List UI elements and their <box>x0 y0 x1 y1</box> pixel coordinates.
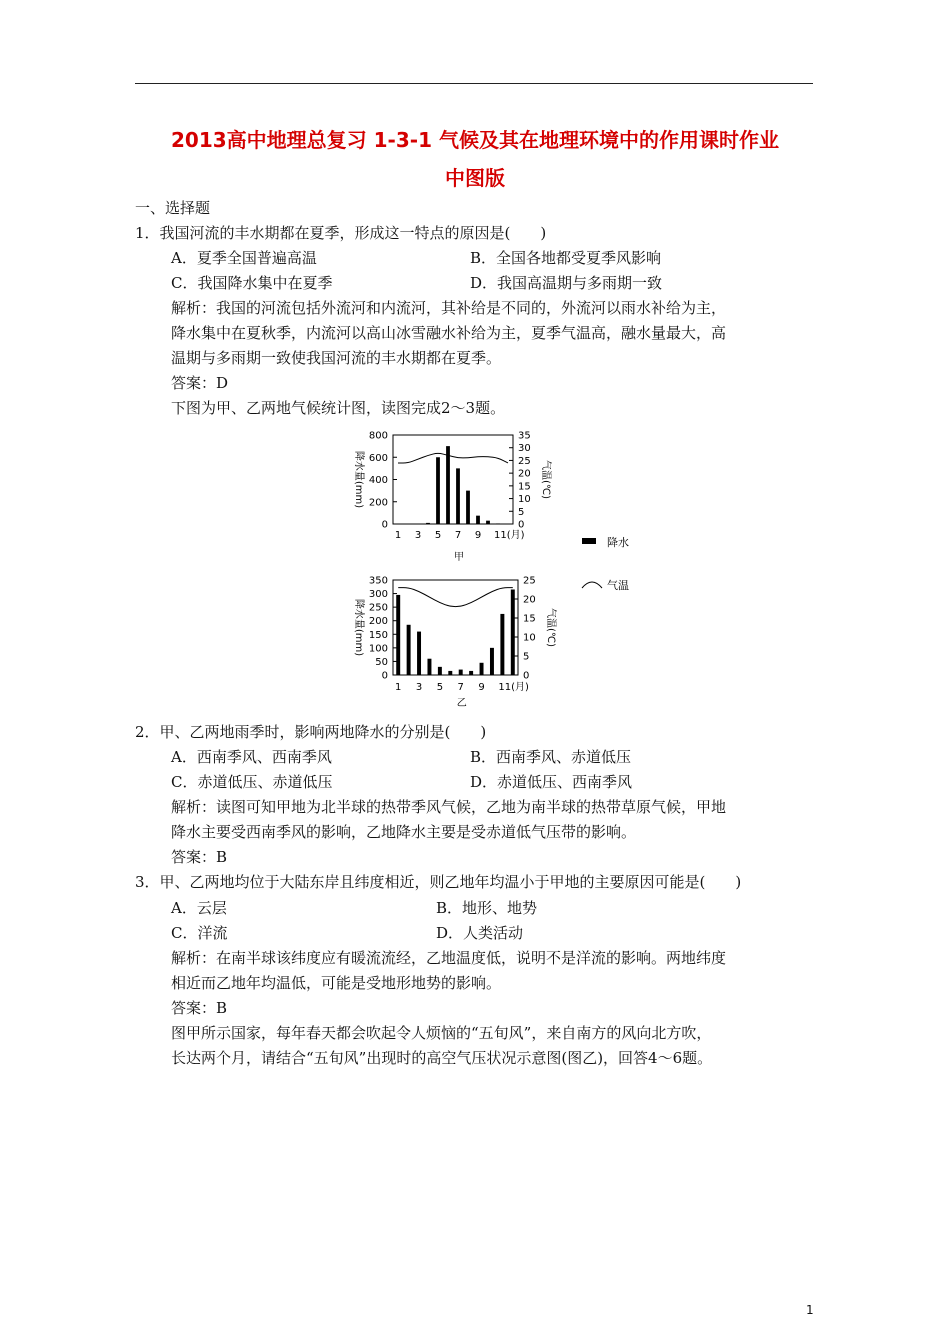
q2-answer: 答案：B <box>171 848 228 866</box>
header-rule <box>135 83 813 84</box>
y2-tick-label: 20 <box>518 468 531 480</box>
legend-precip-swatch <box>582 538 596 544</box>
climate-chart-yi <box>353 576 557 710</box>
y-tick-label: 300 <box>368 589 388 601</box>
y-tick-label: 250 <box>368 602 388 614</box>
precip-bar <box>426 523 430 524</box>
temperature-line <box>398 588 513 607</box>
x-tick-label: 5 <box>436 682 444 693</box>
y2-tick-label: 0 <box>523 670 530 682</box>
precip-bar <box>436 457 440 524</box>
precip-bar <box>486 521 490 524</box>
q2-analysis-line-2: 降水主要受西南季风的影响，乙地降水主要是受赤道低气压带的影响。 <box>171 823 637 841</box>
climate-chart-jia <box>353 431 552 564</box>
y-tick-label: 200 <box>368 616 388 628</box>
q3-stem: 3．甲、乙两地均位于大陆东岸且纬度相近，则乙地年均温小于甲地的主要原因可能是( ) <box>135 873 742 891</box>
page-subtitle: 中图版 <box>445 166 505 190</box>
y-tick-label: 0 <box>381 670 388 682</box>
q2-option-a: A．西南季风、西南季风 <box>171 748 332 766</box>
q2-option-b: B．西南季风、赤道低压 <box>470 748 632 766</box>
q1-option-c: C．我国降水集中在夏季 <box>171 274 333 292</box>
precip-bar <box>466 491 470 524</box>
intro-q4-q6-line-1: 图甲所示国家，每年春天都会吹起令人烦恼的“五旬风”，来自南方的风向北方吹， <box>171 1024 712 1042</box>
y2-tick-label: 10 <box>523 632 536 644</box>
precip-bar <box>396 595 400 675</box>
y2-tick-label: 30 <box>518 443 531 455</box>
y-tick-label: 800 <box>368 430 388 442</box>
x-tick-label: 11(月) <box>494 530 525 541</box>
q1-option-a: A．夏季全国普遍高温 <box>171 249 317 267</box>
y2-tick-label: 10 <box>518 494 531 506</box>
y2-tick-label: 35 <box>518 430 531 442</box>
y2-tick-label: 20 <box>523 594 536 606</box>
y-axis-label: 降水量(mm) <box>353 598 364 657</box>
chart-legend <box>582 535 629 592</box>
chart-title: 乙 <box>456 698 467 709</box>
chart-frame <box>393 580 518 675</box>
precip-bar <box>500 614 504 675</box>
precip-bar <box>490 648 494 675</box>
x-tick-label: 11(月) <box>498 682 529 693</box>
chart-title: 甲 <box>454 552 464 563</box>
y2-tick-label: 25 <box>518 455 531 467</box>
y2-axis-label: 气温(℃) <box>540 459 551 500</box>
q3-option-d: D．人类活动 <box>436 924 524 942</box>
y2-tick-label: 15 <box>523 613 536 625</box>
q1-option-b: B．全国各地都受夏季风影响 <box>470 249 662 267</box>
x-tick-label: 1 <box>394 530 402 541</box>
legend-precip-label: 降水 <box>607 536 629 549</box>
x-tick-label: 9 <box>474 530 482 541</box>
precip-bar <box>496 523 500 524</box>
q2-option-c: C．赤道低压、赤道低压 <box>171 773 333 791</box>
intro-q4-q6-line-2: 长达两个月，请结合“五旬风”出现时的高空气压状况示意图(图乙)，回答4～6题。 <box>171 1049 713 1067</box>
precip-bar <box>480 663 484 675</box>
y2-tick-label: 25 <box>523 575 536 587</box>
temperature-line <box>398 453 508 463</box>
chart-frame <box>393 435 513 524</box>
precip-bar <box>417 632 421 675</box>
precip-bar <box>446 446 450 524</box>
y2-tick-label: 15 <box>518 481 531 493</box>
q1-answer: 答案：D <box>171 374 229 392</box>
q1-analysis-line-3: 温期与多雨期一致使我国河流的丰水期都在夏季。 <box>171 349 502 367</box>
x-tick-label: 1 <box>395 682 402 693</box>
precip-bar <box>456 468 460 524</box>
precip-bar <box>469 671 473 675</box>
q2-stem: 2．甲、乙两地雨季时，影响两地降水的分别是( ) <box>135 723 487 741</box>
y-tick-label: 350 <box>368 575 388 587</box>
q1-analysis-line-2: 降水集中在夏秋季，内流河以高山冰雪融水补给为主，夏季气温高，融水量最大，高 <box>171 324 727 342</box>
q1-stem: 1．我国河流的丰水期都在夏季，形成这一特点的原因是( ) <box>135 224 547 242</box>
q3-option-b: B．地形、地势 <box>436 899 538 917</box>
y2-tick-label: 0 <box>518 519 525 531</box>
y2-axis-label: 气温(℃) <box>545 607 556 648</box>
x-tick-label: 9 <box>478 682 485 693</box>
q3-analysis-line-1: 解析：在南半球该纬度应有暖流流经，乙地温度低，说明不是洋流的影响。两地纬度 <box>171 949 727 967</box>
q1-option-d: D．我国高温期与多雨期一致 <box>470 274 663 292</box>
x-tick-label: 3 <box>415 682 423 693</box>
x-tick-label: 7 <box>457 682 464 693</box>
precip-bar <box>427 659 431 675</box>
page-number: 1 <box>806 1303 814 1317</box>
y-tick-label: 50 <box>375 656 388 668</box>
x-tick-label: 5 <box>434 530 442 541</box>
precip-bar <box>459 670 463 675</box>
precip-bar <box>476 516 480 524</box>
q2-option-d: D．赤道低压、西南季风 <box>470 773 633 791</box>
y-tick-label: 0 <box>381 519 388 531</box>
precip-bar <box>511 590 515 676</box>
q3-option-a: A．云层 <box>171 899 227 917</box>
y-tick-label: 400 <box>368 475 388 486</box>
y-tick-label: 100 <box>368 643 388 655</box>
climate-charts-figure <box>340 425 660 715</box>
x-tick-label: 3 <box>414 530 422 541</box>
x-tick-label: 7 <box>454 530 462 541</box>
y2-tick-label: 5 <box>518 506 525 518</box>
y-tick-label: 150 <box>368 629 388 641</box>
intro-q2-q3: 下图为甲、乙两地气候统计图，读图完成2～3题。 <box>171 399 506 417</box>
q3-answer: 答案：B <box>171 999 228 1017</box>
y-axis-label: 降水量(mm) <box>353 450 364 509</box>
q2-analysis-line-1: 解析：读图可知甲地为北半球的热带季风气候，乙地为南半球的热带草原气候，甲地 <box>171 798 727 816</box>
y-tick-label: 600 <box>368 452 388 464</box>
legend-temp-swatch <box>582 582 602 588</box>
page-title: 2013高中地理总复习 1-3-1 气候及其在地理环境中的作用课时作业 <box>171 128 779 152</box>
q1-analysis-line-1: 解析：我国的河流包括外流河和内流河，其补给是不同的，外流河以雨水补给为主， <box>171 299 727 317</box>
y-tick-label: 200 <box>368 497 388 509</box>
legend-temp-label: 气温 <box>607 579 629 592</box>
precip-bar <box>407 625 411 675</box>
q3-analysis-line-2: 相近而乙地年均温低，可能是受地形地势的影响。 <box>171 974 502 992</box>
q3-option-c: C．洋流 <box>171 924 228 942</box>
precip-bar <box>448 671 452 675</box>
y2-tick-label: 5 <box>523 651 530 663</box>
precip-bar <box>438 667 442 675</box>
section-heading: 一、选择题 <box>135 199 211 217</box>
